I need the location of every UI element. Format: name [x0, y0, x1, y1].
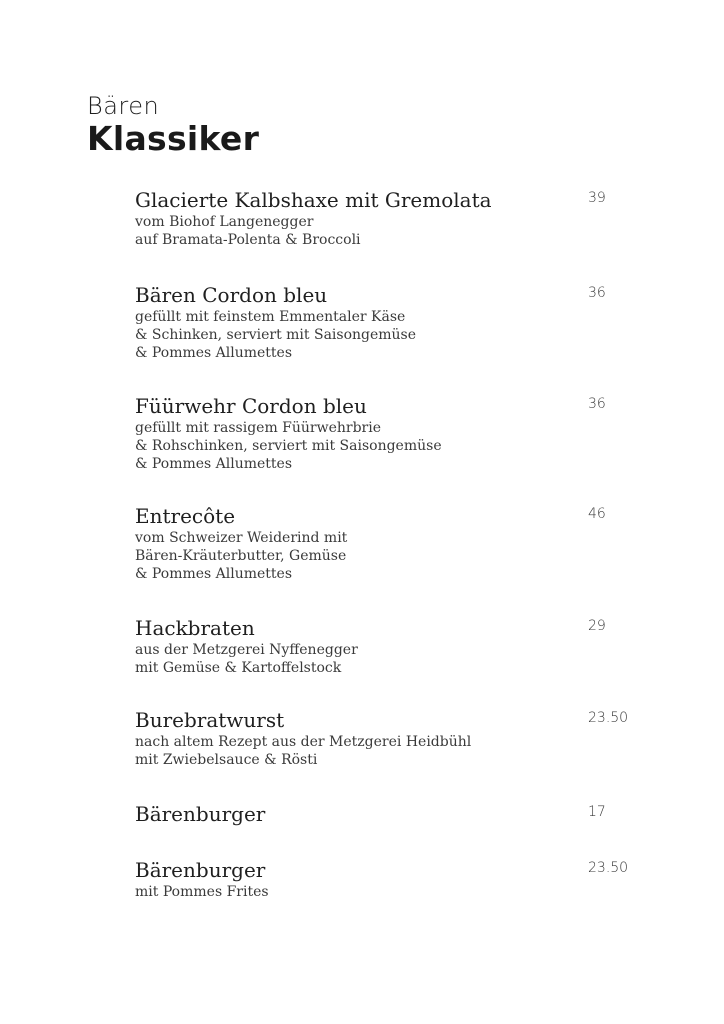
- section-title: Klassiker: [87, 119, 260, 158]
- menu-item-hackbraten: [135, 615, 635, 677]
- dish-price: 17: [588, 804, 606, 820]
- menu-item-baerenburger-frites: [135, 857, 635, 901]
- dish-description-line: & Rohschinken, serviert mit Saisongemüse: [135, 438, 442, 454]
- dish-description-line: gefüllt mit feinstem Emmentaler Käse: [135, 309, 406, 325]
- menu-item-baerenburger: [135, 801, 635, 827]
- dish-description-line: mit Pommes Frites: [135, 884, 269, 900]
- dish-name: Glacierte Kalbshaxe mit Gremolata: [135, 188, 492, 212]
- dish-description-line: mit Gemüse & Kartoffelstock: [135, 660, 342, 676]
- dish-description-line: & Pommes Allumettes: [135, 456, 293, 472]
- dish-description-line: nach altem Rezept aus der Metzgerei Heidbühl: [135, 734, 472, 750]
- dish-price: 36: [588, 285, 606, 301]
- dish-name: Bären Cordon bleu: [135, 283, 328, 307]
- dish-description-line: mit Zwiebelsauce & Rösti: [135, 752, 318, 768]
- dish-description-line: vom Schweizer Weiderind mit: [135, 530, 348, 546]
- menu-item-baeren-cordon-bleu: [135, 282, 635, 362]
- dish-name: Burebratwurst: [135, 708, 285, 732]
- menu-item-entrecote: [135, 503, 635, 583]
- dish-description-line: aus der Metzgerei Nyffenegger: [135, 642, 358, 658]
- dish-name: Entrecôte: [135, 504, 236, 528]
- dish-name: Hackbraten: [135, 616, 255, 640]
- dish-description-line: Bären-Kräuterbutter, Gemüse: [135, 548, 347, 564]
- dish-price: 46: [588, 506, 606, 522]
- menu-item-kalbshaxe: [135, 187, 635, 249]
- dish-description-line: & Schinken, serviert mit Saisongemüse: [135, 327, 417, 343]
- menu-item-fuerwehr-cordon-bleu: [135, 393, 635, 473]
- dish-price: 23.50: [588, 710, 629, 726]
- dish-description-line: auf Bramata-Polenta & Broccoli: [135, 232, 361, 248]
- dish-description-line: vom Biohof Langenegger: [135, 214, 314, 230]
- dish-price: 23.50: [588, 860, 629, 876]
- dish-price: 29: [588, 618, 606, 634]
- dish-name: Bärenburger: [135, 858, 266, 882]
- dish-price: 36: [588, 396, 606, 412]
- dish-description-line: & Pommes Allumettes: [135, 345, 293, 361]
- dish-name: Bärenburger: [135, 802, 266, 826]
- dish-description-line: gefüllt mit rassigem Füürwehrbrie: [135, 420, 381, 436]
- dish-description-line: & Pommes Allumettes: [135, 566, 293, 582]
- dish-name: Füürwehr Cordon bleu: [135, 394, 367, 418]
- menu-item-burebratwurst: [135, 707, 635, 769]
- section-kicker: Bären: [87, 92, 160, 120]
- dish-price: 39: [588, 190, 606, 206]
